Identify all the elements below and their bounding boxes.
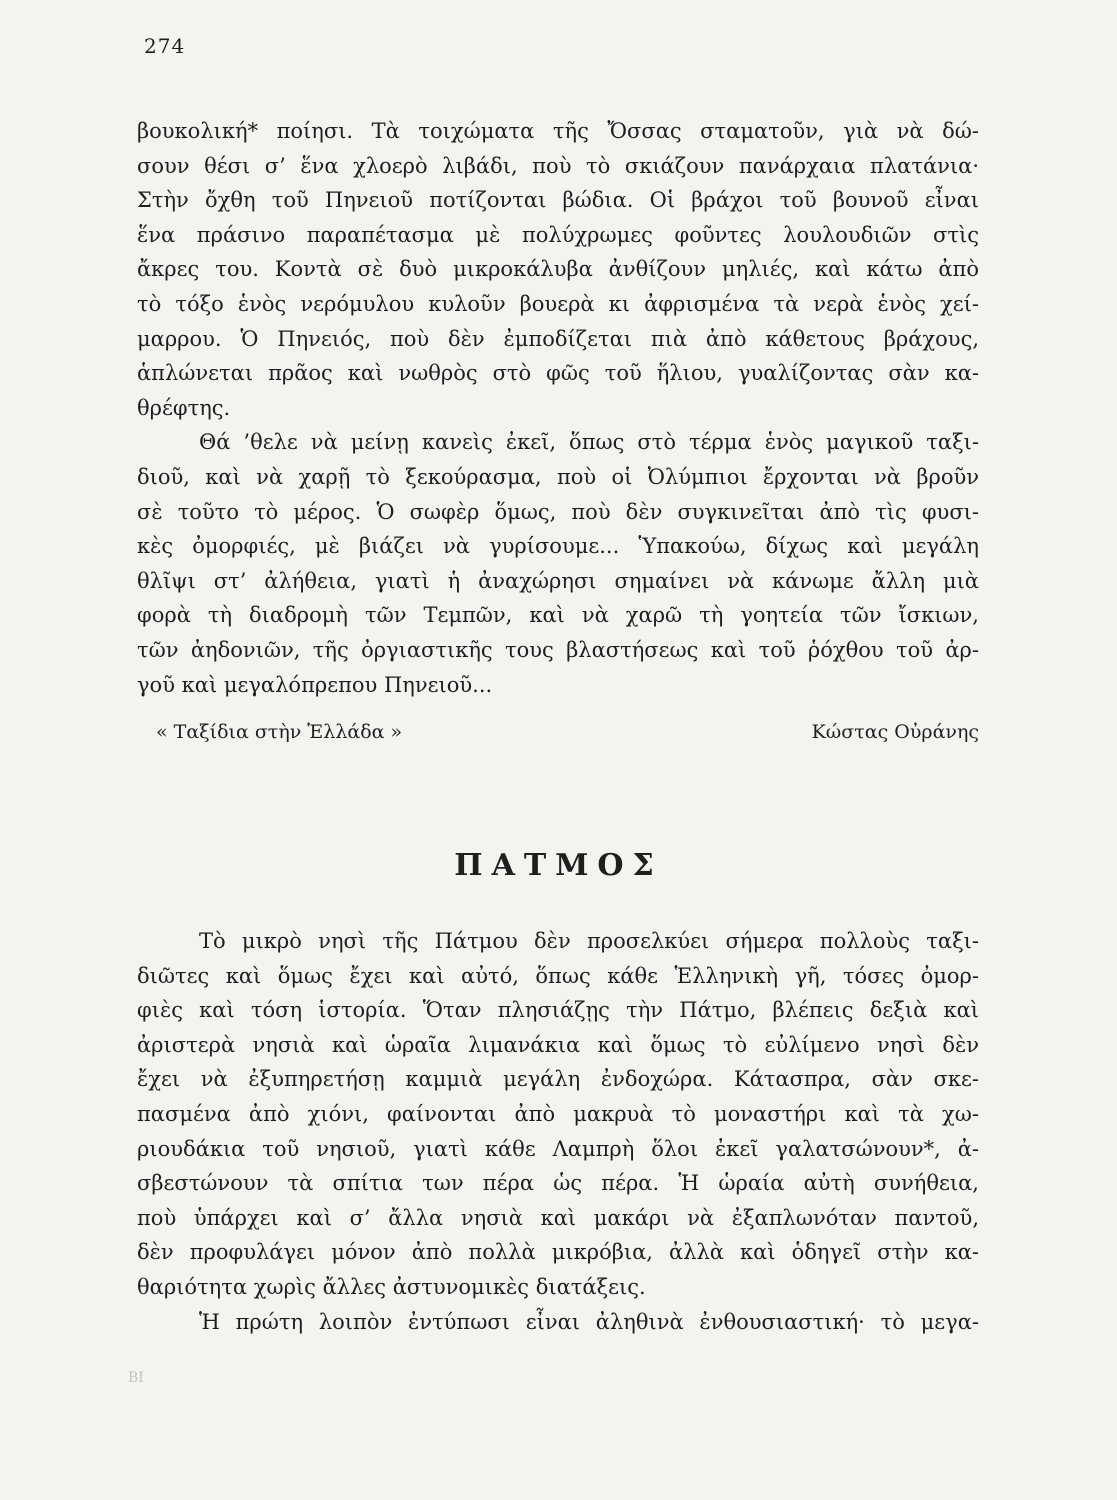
text-line: σὲ τοῦτο τὸ μέρος. Ὁ σωφὲρ ὅμως, ποὺ δὲν συγκινεῖται ἀπὸ τὶς φυσι-	[137, 499, 979, 524]
text-line: ἔχει νὰ ἐξυπηρετήσῃ καμμιὰ μεγάλη ἐνδοχώρα. Κάτασπρα, σὰν σκε-	[137, 1067, 979, 1092]
text-line: τὸ τόξο ἑνὸς νερόμυλου κυλοῦν βουερὰ κι ἀφρισμένα τὰ νερὰ ἑνὸς χεί-	[137, 291, 979, 316]
paragraph-start-line: Τὸ μικρὸ νησὶ τῆς Πάτμου δὲν προσελκύει σήμερα πολλοὺς ταξι-	[199, 929, 979, 953]
text-line: διοῦ, καὶ νὰ χαρῇ τὸ ξεκούρασμα, ποὺ οἱ Ὀλύμπιοι ἔρχονται νὰ βροῦν	[137, 464, 979, 489]
attribution	[156, 718, 979, 746]
page-number: 274	[144, 34, 186, 58]
text-line: ἀριστερὰ νησιὰ καὶ ὡραῖα λιμανάκια καὶ ὅμως τὸ εὐλίμενο νησὶ δὲν	[137, 1032, 979, 1057]
paragraph-start-line: Θά ’θελε νὰ μείνῃ κανεὶς ἐκεῖ, ὅπως στὸ τέρμα ἑνὸς μαγικοῦ ταξι-	[199, 430, 979, 455]
author-name: Κώστας Οὐράνης	[811, 721, 979, 743]
top-passage	[137, 114, 979, 702]
text-line: θλῖψι στ’ ἀλήθεια, γιατὶ ἡ ἀναχώρησι σημαίνει νὰ κάνωμε ἄλλη μιὰ	[137, 568, 979, 593]
text-line: μαρρου. Ὁ Πηνειός, ποὺ δὲν ἐμποδίζεται πιὰ ἀπὸ κάθετους βράχους,	[137, 326, 979, 351]
source-title: « Ταξίδια στὴν Ἑλλάδα »	[156, 721, 403, 743]
text-line: θρέφτης.	[137, 395, 231, 420]
signature-mark: BI	[128, 1370, 144, 1386]
text-line: ριουδάκια τοῦ νησιοῦ, γιατὶ κάθε Λαμπρὴ ὅλοι ἐκεῖ γαλατσώνουν*, ἀ-	[137, 1136, 979, 1161]
section-title: ΠΑΤΜΟΣ	[454, 848, 663, 883]
patmos-passage	[137, 924, 979, 1339]
text-line: ποὺ ὑπάρχει καὶ σ’ ἄλλα νησιὰ καὶ μακάρι νὰ ἐξαπλωνόταν παντοῦ,	[137, 1205, 979, 1230]
text-line: γοῦ καὶ μεγαλόπρεπου Πηνειοῦ...	[137, 672, 493, 697]
text-line: ἁπλώνεται πρᾶος καὶ νωθρὸς στὸ φῶς τοῦ ἥλιου, γυαλίζοντας σὰν κα-	[137, 361, 979, 386]
text-line: φιὲς καὶ τόση ἱστορία. Ὅταν πλησιάζῃς τὴν Πάτμο, βλέπεις δεξιὰ καὶ	[137, 998, 979, 1023]
text-line: Στὴν ὄχθη τοῦ Πηνειοῦ ποτίζονται βώδια. Οἱ βράχοι τοῦ βουνοῦ εἶναι	[137, 188, 979, 213]
text-line: βουκολική* ποίησι. Τὰ τοιχώματα τῆς Ὄσσας σταματοῦν, γιὰ νὰ δώ-	[137, 119, 979, 143]
paragraph-start-line: Ἡ πρώτη λοιπὸν ἐντύπωσι εἶναι ἀληθινὰ ἐνθουσιαστική· τὸ μεγα-	[199, 1309, 979, 1334]
text-line: κὲς ὀμορφιές, μὲ βιάζει νὰ γυρίσουμε... Ὑπακούω, δίχως καὶ μεγάλη	[137, 534, 979, 559]
text-line: θαριότητα χωρὶς ἄλλες ἀστυνομικὲς διατάξεις.	[137, 1274, 646, 1299]
text-line: σουν θέσι σ’ ἕνα χλοερὸ λιβάδι, ποὺ τὸ σκιάζουν πανάρχαια πλατάνια·	[137, 153, 979, 178]
text-line: δὲν προφυλάγει μόνον ἀπὸ πολλὰ μικρόβια, ἀλλὰ καὶ ὁδηγεῖ στὴν κα-	[137, 1240, 979, 1265]
text-line: ἄκρες του. Κοντὰ σὲ δυὸ μικροκάλυβα ἀνθίζουν μηλιές, καὶ κάτω ἀπὸ	[137, 257, 979, 282]
text-line: πασμένα ἀπὸ χιόνι, φαίνονται ἀπὸ μακρυὰ τὸ μοναστήρι καὶ τὰ χω-	[137, 1101, 979, 1126]
text-line: φορὰ τὴ διαδρομὴ τῶν Τεμπῶν, καὶ νὰ χαρῶ τὴ γοητεία τῶν ἴσκιων,	[137, 603, 979, 628]
text-line: διῶτες καὶ ὅμως ἔχει καὶ αὐτό, ὅπως κάθε Ἑλληνικὴ γῆ, τόσες ὀμορ-	[137, 963, 979, 988]
text-line: ἕνα πράσινο παραπέτασμα μὲ πολύχρωμες φοῦντες λουλουδιῶν στὶς	[137, 222, 979, 247]
text-line: σβεστώνουν τὰ σπίτια των πέρα ὡς πέρα. Ἡ ὡραία αὐτὴ συνήθεια,	[137, 1171, 979, 1196]
text-line: τῶν ἀηδονιῶν, τῆς ὀργιαστικῆς τους βλαστήσεως καὶ τοῦ ῥόχθου τοῦ ἀρ-	[137, 637, 979, 662]
